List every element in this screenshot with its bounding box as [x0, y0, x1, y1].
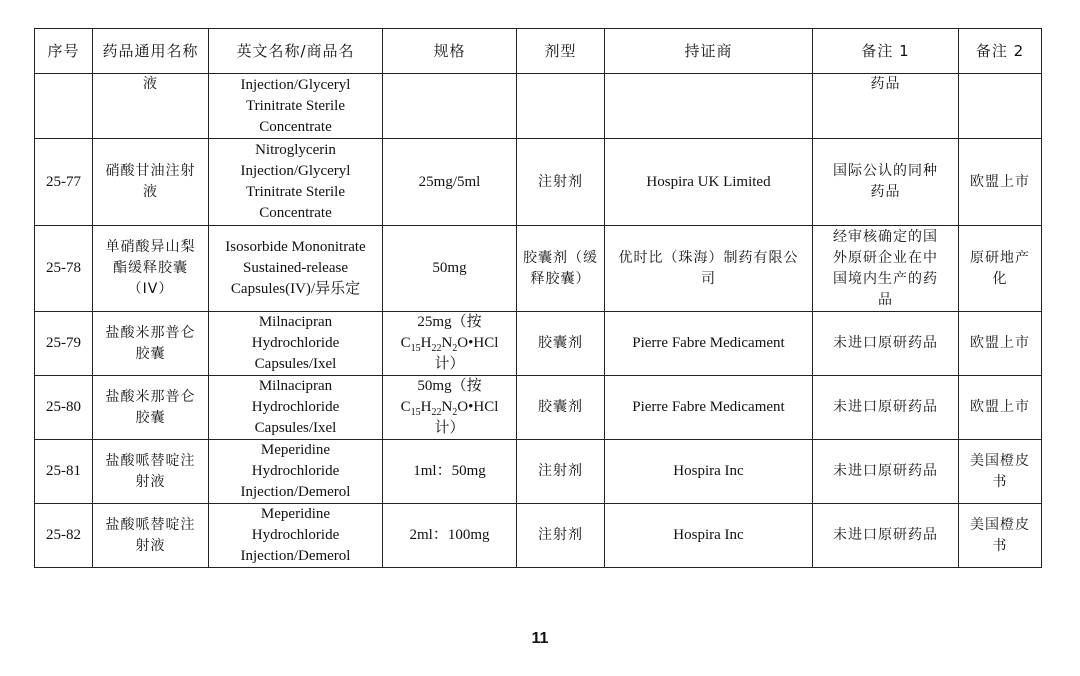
cell-holder: Pierre Fabre Medicament: [605, 376, 813, 440]
header-spec: 规格: [383, 29, 517, 74]
table-header-row: [35, 29, 1042, 74]
cell-serial: 25-80: [35, 376, 93, 440]
cell-note-2: 欧盟上市: [959, 139, 1042, 226]
cell-dosage-form: 胶囊剂: [517, 312, 605, 376]
cell-generic-name: 盐酸哌替啶注 射液: [93, 440, 209, 504]
cell-generic-name: 盐酸米那普仑 胶囊: [93, 312, 209, 376]
header-dosage-form: 剂型: [517, 29, 605, 74]
cell-english-name: Isosorbide Mononitrate Sustained-release Capsules(IV)/异乐定: [209, 226, 383, 312]
cell-spec: 25mg/5ml: [383, 139, 517, 226]
cell-generic-name: 盐酸哌替啶注 射液: [93, 504, 209, 568]
header-english-name: 英文名称/商品名: [209, 29, 383, 74]
cell-spec: 1ml：50mg: [383, 440, 517, 504]
spec-line-1: 25mg（按: [417, 314, 482, 330]
cell-serial: 25-79: [35, 312, 93, 376]
table-row: [35, 74, 1042, 139]
table-row: [35, 504, 1042, 568]
cell-generic-name: 单硝酸异山梨 酯缓释胶囊 （IV）: [93, 226, 209, 312]
cell-note-1: 经审核确定的国 外原研企业在中 国境内生产的药 品: [813, 226, 959, 312]
header-holder: 持证商: [605, 29, 813, 74]
cell-dosage-form: 注射剂: [517, 139, 605, 226]
cell-note-1: 未进口原研药品: [813, 440, 959, 504]
table-row: [35, 440, 1042, 504]
cell-note-1: 国际公认的同种 药品: [813, 139, 959, 226]
cell-dosage-form: 胶囊剂（缓 释胶囊）: [517, 226, 605, 312]
cell-dosage-form: [517, 74, 605, 139]
cell-note-1: 未进口原研药品: [813, 504, 959, 568]
formula: $C_{15}H_{22}N_2O•HCl$: [400, 399, 499, 418]
cell-note-1: 未进口原研药品: [813, 376, 959, 440]
spec-line-1: 50mg（按: [417, 378, 482, 394]
cell-note-2: 欧盟上市: [959, 376, 1042, 440]
drug-list-table: [34, 28, 1042, 568]
table-row: [35, 226, 1042, 312]
header-serial: 序号: [35, 29, 93, 74]
cell-dosage-form: 注射剂: [517, 504, 605, 568]
cell-holder: Hospira UK Limited: [605, 139, 813, 226]
cell-dosage-form: 注射剂: [517, 440, 605, 504]
cell-generic-name: 盐酸米那普仑 胶囊: [93, 376, 209, 440]
cell-generic-name: 硝酸甘油注射 液: [93, 139, 209, 226]
cell-note-2: 美国橙皮 书: [959, 504, 1042, 568]
cell-serial: 25-81: [35, 440, 93, 504]
cell-serial: 25-78: [35, 226, 93, 312]
table-row: [35, 376, 1042, 440]
cell-english-name: Meperidine Hydrochloride Injection/Demerol: [209, 504, 383, 568]
cell-generic-name: 液: [93, 74, 209, 139]
cell-spec: [383, 74, 517, 139]
cell-serial: 25-77: [35, 139, 93, 226]
cell-holder: Pierre Fabre Medicament: [605, 312, 813, 376]
cell-note-1: 未进口原研药品: [813, 312, 959, 376]
cell-note-1: 药品: [813, 74, 959, 139]
spec-line-3: 计）: [434, 356, 465, 372]
table-row: [35, 312, 1042, 376]
cell-spec: 50mg: [383, 226, 517, 312]
formula: $C_{15}H_{22}N_2O•HCl$: [400, 335, 499, 354]
cell-english-name: Injection/Glyceryl Trinitrate Sterile Concentrate: [209, 74, 383, 139]
cell-english-name: Meperidine Hydrochloride Injection/Demerol: [209, 440, 383, 504]
header-generic-name: 药品通用名称: [93, 29, 209, 74]
cell-spec: 2ml：100mg: [383, 504, 517, 568]
cell-note-2: [959, 74, 1042, 139]
cell-holder: 优时比（珠海）制药有限公 司: [605, 226, 813, 312]
cell-english-name: Milnacipran Hydrochloride Capsules/Ixel: [209, 376, 383, 440]
cell-english-name: Milnacipran Hydrochloride Capsules/Ixel: [209, 312, 383, 376]
cell-english-name: Nitroglycerin Injection/Glyceryl Trinitrate Sterile Concentrate: [209, 139, 383, 226]
cell-serial: [35, 74, 93, 139]
table-row: [35, 139, 1042, 226]
cell-note-2: 美国橙皮 书: [959, 440, 1042, 504]
header-note-1: 备注 1: [813, 29, 959, 74]
spec-line-3: 计）: [434, 420, 465, 436]
cell-note-2: 原研地产 化: [959, 226, 1042, 312]
cell-serial: 25-82: [35, 504, 93, 568]
page-number: 11: [531, 630, 549, 647]
cell-dosage-form: 胶囊剂: [517, 376, 605, 440]
cell-holder: Hospira Inc: [605, 504, 813, 568]
cell-spec: [383, 376, 517, 440]
cell-note-2: 欧盟上市: [959, 312, 1042, 376]
cell-spec: [383, 312, 517, 376]
cell-holder: [605, 74, 813, 139]
header-note-2: 备注 2: [959, 29, 1042, 74]
cell-holder: Hospira Inc: [605, 440, 813, 504]
